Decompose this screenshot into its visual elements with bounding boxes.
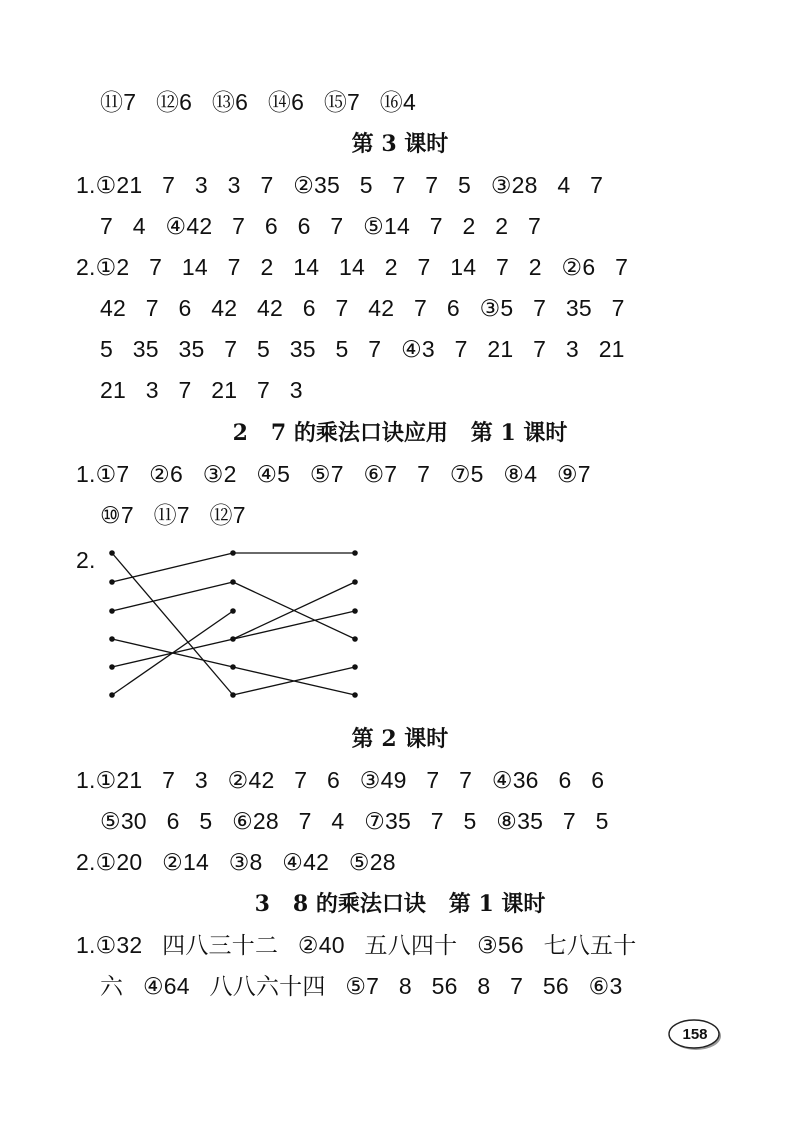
answer-line-9: ⑩7 ⑪7 ⑫7 — [100, 502, 246, 528]
section-heading-eight-table: 3 8 的乘法口诀 第 1 课时 — [254, 891, 546, 917]
dot-left-5 — [109, 664, 115, 670]
dot-right-6 — [352, 692, 358, 698]
dot-middle-4 — [230, 636, 236, 642]
dot-left-1 — [109, 550, 115, 556]
section-heading-lesson3: 第 3 课时 — [351, 131, 449, 157]
answer-line-11: ⑤30 6 5 ⑥28 7 4 ⑦35 7 5 ⑧35 7 5 — [100, 808, 609, 834]
page-number: 158 — [682, 1026, 708, 1043]
answer-line-7: 21 3 7 21 7 3 — [100, 377, 303, 403]
dot-middle-3 — [230, 608, 236, 614]
line-l2-m1 — [112, 553, 233, 582]
dot-left-2 — [109, 579, 115, 585]
dot-left-3 — [109, 608, 115, 614]
section-heading-lesson2: 第 2 课时 — [351, 726, 449, 752]
connecting-lines — [112, 553, 355, 695]
dots — [109, 550, 358, 698]
dot-right-3 — [352, 608, 358, 614]
answer-line-12: 2.①20 ②14 ③8 ④42 ⑤28 — [76, 849, 396, 875]
answer-line-3: 7 4 ④42 7 6 6 7 ⑤14 7 2 2 7 — [100, 213, 541, 239]
answer-line-13: 1.①32 四八三十二 ②40 五八四十 ③56 七八五十 — [76, 932, 637, 958]
dot-right-1 — [352, 550, 358, 556]
answer-line-2: 1.①21 7 3 3 7 ②35 5 7 7 5 ③28 4 7 — [76, 172, 604, 198]
dot-middle-2 — [230, 579, 236, 585]
answer-line-6: 5 35 35 7 5 35 5 7 ④3 7 21 7 3 21 — [100, 336, 625, 362]
dot-right-4 — [352, 636, 358, 642]
dot-middle-6 — [230, 692, 236, 698]
dot-left-4 — [109, 636, 115, 642]
dot-middle-5 — [230, 664, 236, 670]
answer-line-4: 2.①2 7 14 7 2 14 14 2 7 14 7 2 ②6 7 — [76, 254, 629, 280]
answer-line-10: 1.①21 7 3 ②42 7 6 ③49 7 7 ④36 6 6 — [76, 767, 605, 793]
dot-right-2 — [352, 579, 358, 585]
line-l3-m2 — [112, 582, 233, 611]
answer-line-1: ⑪7 ⑫6 ⑬6 ⑭6 ⑮7 ⑯4 — [100, 89, 417, 115]
dot-middle-1 — [230, 550, 236, 556]
answer-line-8: 1.①7 ②6 ③2 ④5 ⑤7 ⑥7 7 ⑦5 ⑧4 ⑨7 — [76, 461, 591, 487]
matching-diagram — [70, 540, 370, 710]
dot-right-5 — [352, 664, 358, 670]
answer-line-14: 六 ④64 八八六十四 ⑤7 8 56 8 7 56 ⑥3 — [100, 973, 623, 999]
section-heading-seven-application: 2 7 的乘法口诀应用 第 1 课时 — [232, 420, 568, 446]
page-number-badge — [667, 1018, 723, 1052]
dot-left-6 — [109, 692, 115, 698]
answer-line-5: 42 7 6 42 42 6 7 42 7 6 ③5 7 35 7 — [100, 295, 625, 321]
question-2-label: 2. — [76, 547, 96, 573]
